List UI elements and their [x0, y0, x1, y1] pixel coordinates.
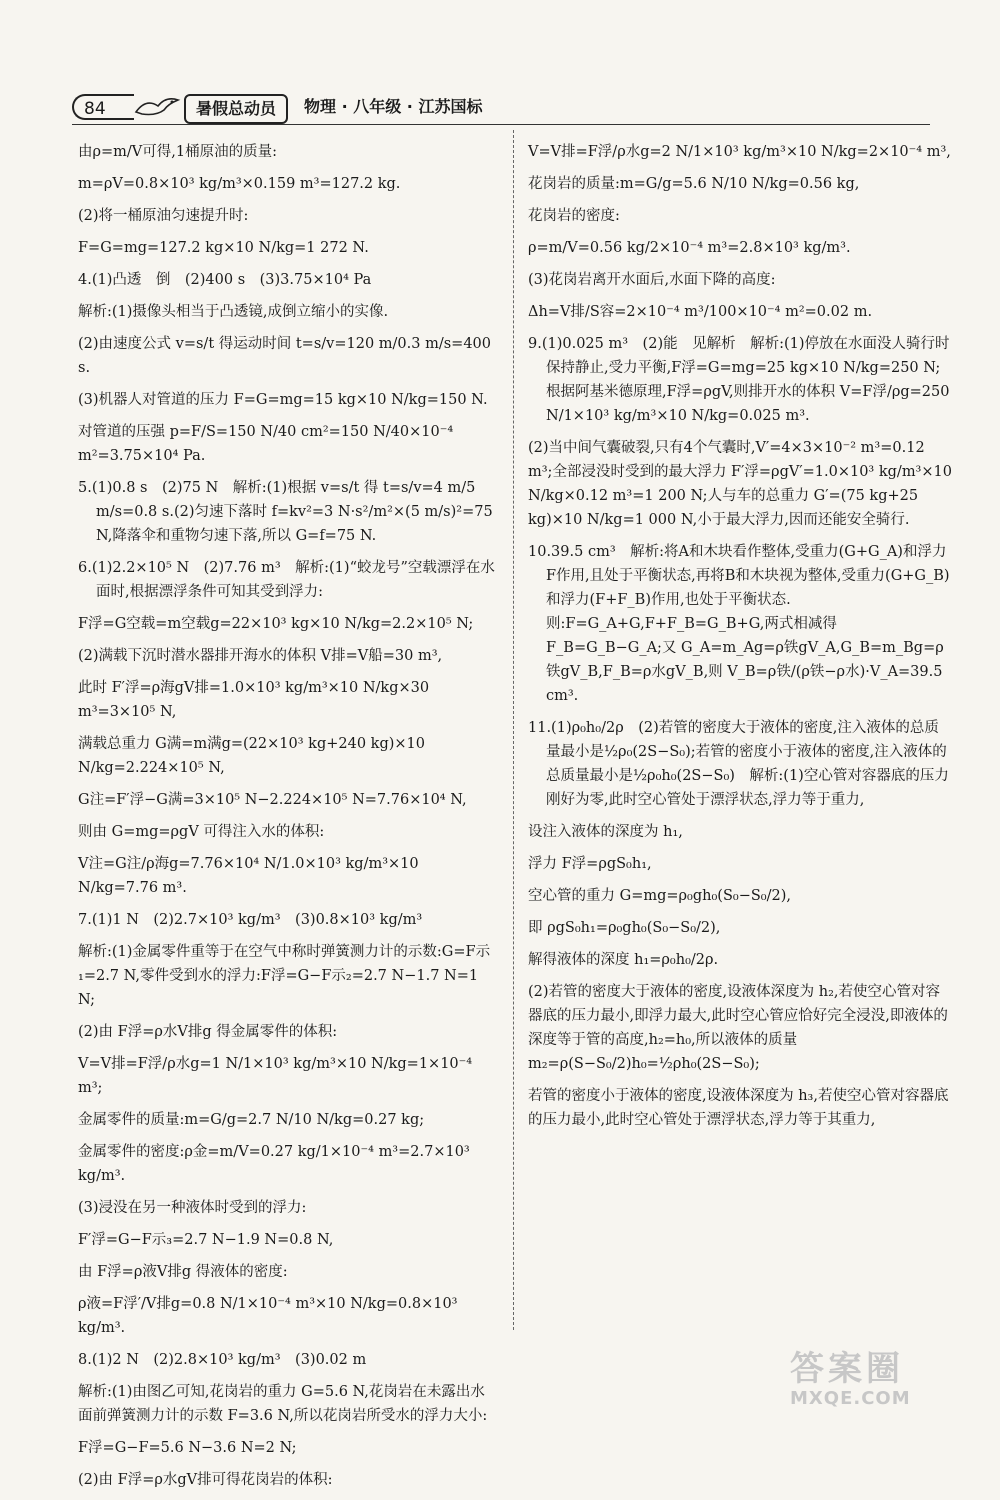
bird-icon: [132, 92, 182, 122]
answer-paragraph: 则由 G=mg=ρgV 可得注入水的体积:: [78, 824, 325, 840]
answer-paragraph: (2)将一桶原油匀速提升时:: [78, 208, 249, 224]
answer-paragraph: F浮=G−F=5.6 N−3.6 N=2 N;: [78, 1440, 297, 1456]
answer-paragraph: F=G=mg=127.2 kg×10 N/kg=1 272 N.: [78, 240, 369, 256]
answer-paragraph: 解析:(1)摄像头相当于凸透镜,成倒立缩小的实像.: [78, 304, 389, 320]
answer-paragraph: (2)当中间气囊破裂,只有4个气囊时,V′=4×3×10⁻² m³=0.12 m³;全部浸没时受到的最大浮力 F′浮=ρgV′=1.0×10³ kg/m³×10 N/kg×0.12 m³=1 200 N;人与车的总重力 G′=(75 kg+25 kg)×10 N/kg=1 000 N,小于最大浮力,因而还能安全骑行.: [528, 440, 957, 528]
header-rule: [72, 124, 930, 125]
answer-paragraph: 设注入液体的深度为 h₁,: [528, 824, 683, 840]
answer-paragraph: 10.39.5 cm³ 解析:将A和木块看作整体,受重力(G+G_A)和浮力F作用,且处于平衡状态,再将B和木块视为整体,受重力(G+G_B)和浮力(F+F_B)作用,也处于平衡状态.则:F=G_A+G,F+F_B=G_B+G,两式相减得 F_B=G_B−G_A;又 G_A=m_Ag=ρ铁gV_A,G_B=m_Bg=ρ铁gV_B,F_B=ρ水gV_B,则 V_B=ρ铁/(ρ铁−ρ水)·V_A=39.5 cm³.: [528, 544, 950, 704]
answer-paragraph: Δh=V排/S容=2×10⁻⁴ m³/100×10⁻⁴ m²=0.02 m.: [528, 304, 873, 320]
answer-paragraph: 由 F浮=ρ液V排g 得液体的密度:: [78, 1264, 288, 1280]
answer-paragraph: ρ=m/V=0.56 kg/2×10⁻⁴ m³=2.8×10³ kg/m³.: [528, 240, 851, 256]
answer-paragraph: 对管道的压强 p=F/S=150 N/40 cm²=150 N/40×10⁻⁴ m²=3.75×10⁴ Pa.: [78, 424, 458, 464]
answer-paragraph: 11.(1)ρ₀h₀/2ρ (2)若管的密度大于液体的密度,注入液体的总质量最小是½ρ₀(2S−S₀);若管的密度小于液体的密度,注入液体的总质量最小是½ρ₀h₀(2S−S₀) 解析:(1)空心管对容器底的压力刚好为零,此时空心管处于漂浮状态,浮力等于重力,: [528, 720, 949, 808]
answer-paragraph: 花岗岩的密度:: [528, 208, 620, 224]
column-divider: [513, 130, 514, 1330]
answer-paragraph: m=ρV=0.8×10³ kg/m³×0.159 m³=127.2 kg.: [78, 176, 401, 192]
answer-paragraph: 若管的密度小于液体的密度,设液体深度为 h₃,若使空心管对容器底的压力最小,此时空心管处于漂浮状态,浮力等于其重力,: [528, 1088, 949, 1128]
answer-paragraph: 解析:(1)由图乙可知,花岗岩的重力 G=5.6 N,花岗岩在未露出水面前弹簧测力计的示数 F=3.6 N,所以花岗岩所受水的浮力大小:: [78, 1384, 488, 1424]
answer-paragraph: 4.(1)凸透 倒 (2)400 s (3)3.75×10⁴ Pa: [78, 272, 372, 288]
answer-paragraph: 金属零件的密度:ρ金=m/V=0.27 kg/1×10⁻⁴ m³=2.7×10³ kg/m³.: [78, 1144, 475, 1184]
left-column: [78, 140, 498, 1500]
answer-paragraph: (3)机器人对管道的压力 F=G=mg=15 kg×10 N/kg=150 N.: [78, 392, 488, 408]
answer-paragraph: ρ液=F浮′/V排g=0.8 N/1×10⁻⁴ m³×10 N/kg=0.8×10³ kg/m³.: [78, 1296, 463, 1336]
right-column: [528, 140, 957, 1140]
answer-paragraph: V=V排=F浮/ρ水g=1 N/1×10³ kg/m³×10 N/kg=1×10⁻⁴ m³;: [78, 1056, 477, 1096]
answer-paragraph: (2)若管的密度大于液体的密度,设液体深度为 h₂,若使空心管对容器底的压力最小,即浮力最大,此时空心管应恰好完全浸没,即液体的深度等于管的高度,h₂=h₀,所以液体的质量 m₂=ρ(S−S₀/2)h₀=½ρh₀(2S−S₀);: [528, 984, 948, 1072]
answer-paragraph: 空心管的重力 G=mg=ρ₀gh₀(S₀−S₀/2),: [528, 888, 791, 904]
answer-paragraph: G注=F′浮−G满=3×10⁵ N−2.224×10⁵ N=7.76×10⁴ N,: [78, 792, 467, 808]
answer-paragraph: F′浮=G−F示₃=2.7 N−1.9 N=0.8 N,: [78, 1232, 334, 1248]
answer-paragraph: 5.(1)0.8 s (2)75 N 解析:(1)根据 v=s/t 得 t=s/v=4 m/5 m/s=0.8 s.(2)匀速下落时 f=kv²=3 N·s²/m²×(5 m/s)²=75 N,降落伞和重物匀速下落,所以 G=f=75 N.: [78, 480, 498, 544]
watermark-logo-text: 答案圈: [790, 1349, 904, 1389]
answer-paragraph: (2)由 F浮=ρ水gV排可得花岗岩的体积:: [78, 1472, 333, 1488]
answer-paragraph: 即 ρgS₀h₁=ρ₀gh₀(S₀−S₀/2),: [528, 920, 721, 936]
answer-paragraph: 此时 F′浮=ρ海gV排=1.0×10³ kg/m³×10 N/kg×30 m³=3×10⁵ N,: [78, 680, 434, 720]
answer-paragraph: 解析:(1)金属零件重等于在空气中称时弹簧测力计的示数:G=F示₁=2.7 N,零件受到水的浮力:F浮=G−F示₂=2.7 N−1.7 N=1 N;: [78, 944, 491, 1008]
answer-paragraph: (2)由 F浮=ρ水V排g 得金属零件的体积:: [78, 1024, 338, 1040]
answer-paragraph: 花岗岩的质量:m=G/g=5.6 N/10 N/kg=0.56 kg,: [528, 176, 860, 192]
answer-paragraph: 9.(1)0.025 m³ (2)能 见解析 解析:(1)停放在水面没人骑行时保持静止,受力平衡,F浮=G=mg=25 kg×10 N/kg=250 N;根据阿基米德原理,F浮=ρgV,则排开水的体积 V=F浮/ρg=250 N/1×10³ kg/m³×10 N/kg=0.025 m³.: [528, 336, 955, 424]
page-number: 84: [72, 94, 134, 120]
answer-paragraph: 6.(1)2.2×10⁵ N (2)7.76 m³ 解析:(1)“蛟龙号”空载漂浮在水面时,根据漂浮条件可知其受到浮力:: [78, 560, 495, 600]
answer-paragraph: 满载总重力 G满=m满g=(22×10³ kg+240 kg)×10 N/kg=2.224×10⁵ N,: [78, 736, 430, 776]
page-header: [72, 92, 492, 124]
answer-paragraph: F浮=G空载=m空载g=22×10³ kg×10 N/kg=2.2×10⁵ N;: [78, 616, 474, 632]
answer-paragraph: 金属零件的质量:m=G/g=2.7 N/10 N/kg=0.27 kg;: [78, 1112, 425, 1128]
answer-paragraph: (3)浸没在另一种液体时受到的浮力:: [78, 1200, 307, 1216]
answer-paragraph: (3)花岗岩离开水面后,水面下降的高度:: [528, 272, 776, 288]
answer-paragraph: 浮力 F浮=ρgS₀h₁,: [528, 856, 652, 872]
subject-line: 物理 · 八年级 · 江苏国标: [304, 97, 483, 116]
answer-paragraph: 8.(1)2 N (2)2.8×10³ kg/m³ (3)0.02 m: [78, 1352, 367, 1368]
answer-paragraph: (2)由速度公式 v=s/t 得运动时间 t=s/v=120 m/0.3 m/s=400 s.: [78, 336, 496, 376]
answer-paragraph: (2)满载下沉时潜水器排开海水的体积 V排=V船=30 m³,: [78, 648, 443, 664]
series-title: 暑假总动员: [184, 94, 288, 124]
answer-paragraph: 由ρ=m/V可得,1桶原油的质量:: [78, 144, 277, 160]
answer-paragraph: 解得液体的深度 h₁=ρ₀h₀/2ρ.: [528, 952, 719, 968]
answer-paragraph: V=V排=F浮/ρ水g=2 N/1×10³ kg/m³×10 N/kg=2×10⁻⁴ m³,: [528, 144, 951, 160]
answer-paragraph: 7.(1)1 N (2)2.7×10³ kg/m³ (3)0.8×10³ kg/m³: [78, 912, 423, 928]
watermark: [790, 1350, 980, 1410]
watermark-url: MXQE.COM: [790, 1388, 911, 1409]
answer-paragraph: V注=G注/ρ海g=7.76×10⁴ N/1.0×10³ kg/m³×10 N/kg=7.76 m³.: [78, 856, 424, 896]
